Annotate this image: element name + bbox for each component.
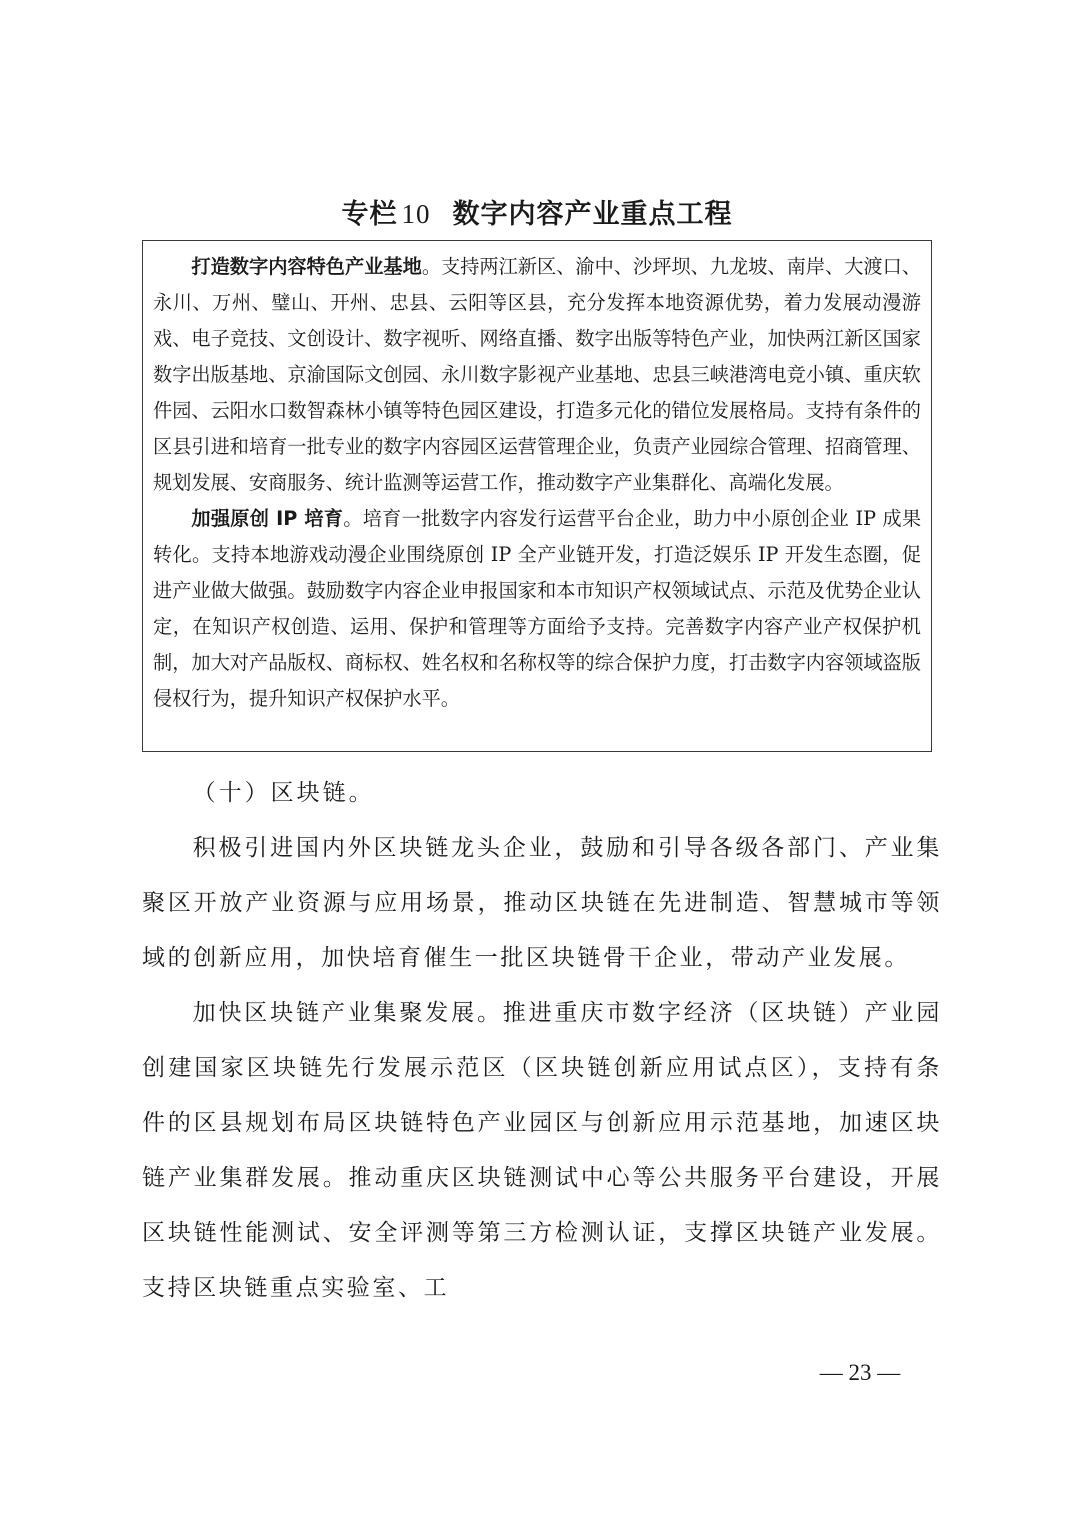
column-box-title-number: 10: [401, 199, 431, 229]
column-box-paragraph: [153, 249, 921, 501]
column-box-paragraph: [153, 501, 921, 717]
paragraph-body-text: 。培育一批数字内容发行运营平台企业，助力中小原创企业 IP 成果转化。支持本地游戏动漫企业围绕原创 IP 全产业链开发，打造泛娱乐 IP 开发生态圈，促进产业做大做强。鼓励数字内容企业申报国家和本市知识产权领域试点、示范及优势企业认定，在知识产权创造、运用、保护和管理等方面给予支持。完善数字内容产业产权保护机制，加大对产品版权、商标权、姓名权和名称权等的综合保护力度，打击数字内容领域盗版侵权行为，提升知识产权保护水平。: [153, 507, 922, 710]
column-box-title-text: 数字内容产业重点工程: [452, 199, 733, 230]
section-heading: （十）区块链。: [192, 780, 375, 806]
body-text: [142, 766, 942, 1316]
paragraph-body-text: 。支持两江新区、渝中、沙坪坝、九龙坡、南岸、大渡口、永川、万州、璧山、开州、忠县、云阳等区县，充分发挥本地资源优势，着力发展动漫游戏、电子竞技、文创设计、数字视听、网络直播、数字出版等特色产业，加快两江新区国家数字出版基地、京渝国际文创园、永川数字影视产业基地、忠县三峡港湾电竞小镇、重庆软件园、云阳水口数智森林小镇等特色园区建设，打造多元化的错位发展格局。支持有条件的区县引进和培育一批专业的数字内容园区运营管理企业，负责产业园综合管理、招商管理、规划发展、安商服务、统计监测等运营工作，推动数字产业集群化、高端化发展。: [153, 255, 922, 494]
paragraph-lead-heading: 加强原创 IP 培育: [191, 507, 344, 530]
page-number: — 23 —: [819, 1360, 901, 1385]
body-paragraph: 加快区块链产业集聚发展。推进重庆市数字经济（区块链）产业园创建国家区块链先行发展示范区（区块链创新应用试点区），支持有条件的区县规划布局区块链特色产业园区与创新应用示范基地，加速区块链产业集群发展。推动重庆区块链测试中心等公共服务平台建设，开展区块链性能测试、安全评测等第三方检测认证，支撑区块链产业发展。支持区块链重点实验室、工: [142, 1000, 942, 1301]
paragraph-lead-heading: 打造数字内容特色产业基地: [191, 255, 422, 278]
body-paragraph: 积极引进国内外区块链龙头企业，鼓励和引导各级各部门、产业集聚区开放产业资源与应用场景，推动区块链在先进制造、智慧城市等领域的创新应用，加快培育催生一批区块链骨干企业，带动产业发展。: [142, 835, 942, 971]
column-box-title: [142, 192, 932, 237]
column-box-title-prefix: 专栏: [341, 199, 398, 230]
column-box: [142, 240, 932, 752]
